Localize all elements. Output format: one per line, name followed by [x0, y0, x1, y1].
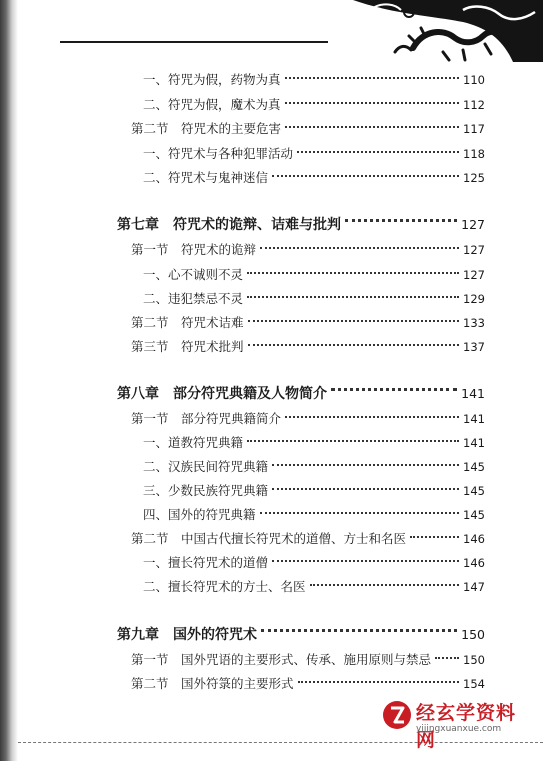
toc-page-number: 146 — [463, 556, 485, 570]
toc-label: 四、国外的符咒典籍 — [143, 507, 256, 522]
header-rule — [60, 41, 328, 43]
toc-leader-dots — [410, 536, 459, 538]
toc-item — [143, 577, 485, 597]
toc-section — [131, 313, 485, 333]
toc-leader-dots — [345, 219, 457, 222]
toc-label: 第二节 符咒术诘难 — [131, 315, 244, 330]
toc-label: 第二节 中国古代擅长符咒术的道僧、方士和名医 — [131, 531, 407, 546]
toc-page-number: 129 — [463, 292, 485, 306]
toc-leader-dots — [297, 151, 459, 153]
toc-leader-dots — [248, 344, 460, 346]
toc-page-number: 137 — [463, 340, 485, 354]
toc-item — [143, 168, 485, 188]
toc-label: 第一节 部分符咒典籍简介 — [131, 411, 282, 426]
toc-label: 第二节 符咒术的主要危害 — [131, 121, 282, 136]
toc-page-number: 145 — [463, 508, 485, 522]
toc-leader-dots — [285, 126, 459, 128]
toc-leader-dots — [272, 175, 459, 177]
toc-leader-dots — [272, 488, 459, 490]
watermark-url: yijingxuanxue.com — [416, 724, 502, 734]
toc-label: 一、符咒为假，药物为真 — [143, 72, 281, 87]
toc-page-number: 150 — [461, 627, 485, 642]
toc-label: 第九章 国外的符咒术 — [117, 627, 257, 643]
toc-label: 第八章 部分符咒典籍及人物简介 — [117, 386, 327, 402]
toc-leader-dots — [260, 512, 460, 514]
toc-page-number: 150 — [463, 653, 485, 667]
toc-label: 一、心不诚则不灵 — [143, 267, 244, 282]
toc-page-number: 146 — [463, 532, 485, 546]
toc-page-number: 125 — [463, 171, 485, 185]
toc-chapter — [117, 382, 485, 406]
scan-edge — [0, 0, 18, 761]
toc-chapter — [117, 213, 485, 237]
toc-leader-dots — [285, 416, 459, 418]
toc-leader-dots — [285, 102, 460, 104]
toc-leader-dots — [248, 320, 460, 322]
toc-section — [131, 119, 485, 139]
toc-section — [131, 650, 485, 670]
toc-section — [131, 529, 485, 549]
toc-section — [131, 674, 485, 694]
toc-label: 第七章 符咒术的诡辩、诘难与批判 — [117, 217, 341, 233]
toc-page-number: 127 — [463, 243, 485, 257]
watermark-logo-icon — [382, 700, 412, 730]
toc-page-number: 133 — [463, 316, 485, 330]
toc-item — [143, 457, 485, 477]
toc-item — [143, 95, 485, 115]
toc-page-number: 118 — [463, 147, 485, 161]
toc-page-number: 147 — [463, 580, 485, 594]
toc-section — [131, 409, 485, 429]
toc-label: 二、擅长符咒术的方士、名医 — [143, 579, 306, 594]
toc-leader-dots — [272, 560, 459, 562]
toc-item — [143, 505, 485, 525]
toc-section — [131, 337, 485, 357]
toc-page-number: 141 — [461, 386, 485, 401]
toc-page-number: 127 — [461, 217, 485, 232]
toc-leader-dots — [261, 629, 457, 632]
toc-label: 二、符咒术与鬼神迷信 — [143, 170, 269, 185]
toc-page-number: 145 — [463, 484, 485, 498]
toc-page-number: 117 — [463, 122, 485, 136]
toc-item — [143, 289, 485, 309]
toc-label: 第一节 国外咒语的主要形式、传承、施用原则与禁忌 — [131, 652, 432, 667]
toc-page-number: 154 — [463, 677, 485, 691]
toc-page-number: 145 — [463, 460, 485, 474]
toc-leader-dots — [272, 464, 459, 466]
toc-page-number: 141 — [463, 412, 485, 426]
toc-item — [143, 144, 485, 164]
toc-label: 一、道教符咒典籍 — [143, 435, 244, 450]
toc-item — [143, 433, 485, 453]
toc-label: 第三节 符咒术批判 — [131, 339, 244, 354]
toc-page-number: 127 — [463, 268, 485, 282]
toc-leader-dots — [435, 657, 459, 659]
toc-leader-dots — [247, 272, 459, 274]
toc-leader-dots — [247, 296, 459, 298]
toc-item — [143, 70, 485, 90]
toc-page-number: 141 — [463, 436, 485, 450]
toc-leader-dots — [247, 440, 459, 442]
toc-page-number: 110 — [463, 73, 485, 87]
toc-label: 二、符咒为假，魔术为真 — [143, 97, 281, 112]
toc-section — [131, 240, 485, 260]
toc-label: 第一节 符咒术的诡辩 — [131, 242, 257, 257]
watermark — [382, 698, 534, 751]
toc-label: 二、汉族民间符咒典籍 — [143, 459, 269, 474]
toc-leader-dots — [310, 584, 460, 586]
toc-page-number: 112 — [463, 98, 485, 112]
dragon-ornament — [313, 0, 543, 62]
toc-leader-dots — [331, 388, 457, 391]
toc-chapter — [117, 623, 485, 647]
toc-label: 二、违犯禁忌不灵 — [143, 291, 244, 306]
toc-label: 三、少数民族符咒典籍 — [143, 483, 269, 498]
toc-leader-dots — [285, 77, 460, 79]
toc-leader-dots — [260, 247, 459, 249]
toc-leader-dots — [298, 681, 460, 683]
toc-item — [143, 553, 485, 573]
watermark-title: 经玄学资料网 — [416, 702, 517, 751]
toc-label: 一、符咒术与各种犯罪活动 — [143, 146, 294, 161]
toc-label: 一、擅长符咒术的道僧 — [143, 555, 269, 570]
toc-item — [143, 265, 485, 285]
toc-item — [143, 481, 485, 501]
toc-label: 第二节 国外符箓的主要形式 — [131, 676, 294, 691]
